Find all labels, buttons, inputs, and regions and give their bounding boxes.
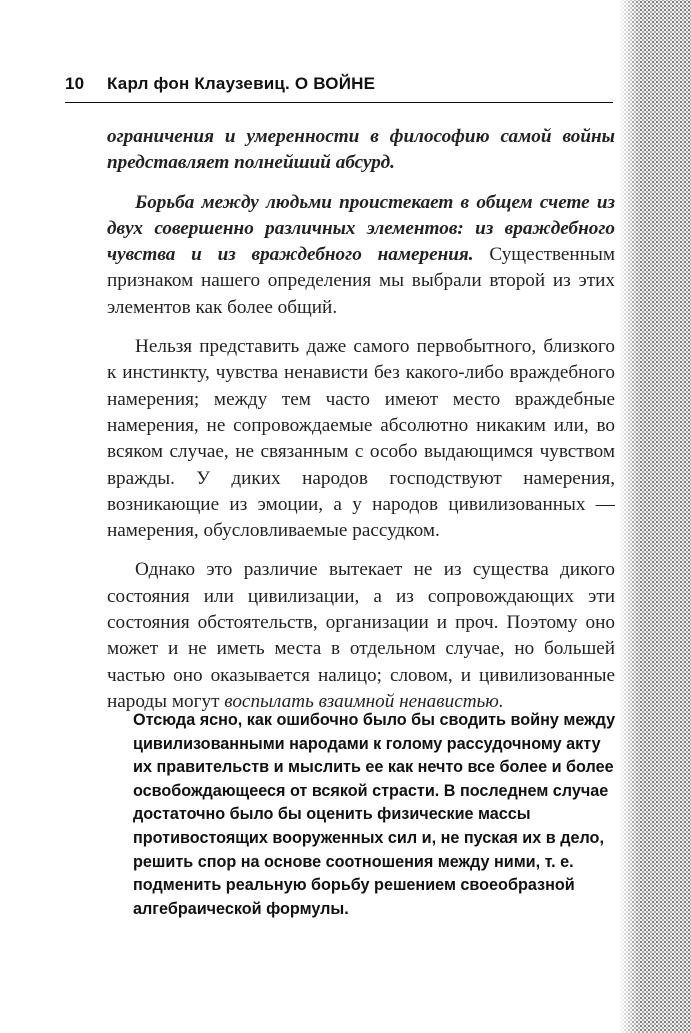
paragraph-2 (107, 190, 615, 321)
running-title: Карл фон Клаузевиц. О ВОЙНЕ (107, 74, 376, 93)
paragraph-2-emphasis: Борьба между людьми проистекает в общем счете из двух совершенно различных элементов: из враждебного чувства и из враждебного намерения. (107, 191, 615, 266)
halftone-edge-fade (619, 0, 641, 1033)
body-text (107, 124, 615, 728)
paragraph-1 (107, 124, 615, 177)
paragraph-4-italic: воспылать взаимной ненавистью. (224, 690, 504, 712)
paragraph-4-text: Однако это различие вытекает не из существа дикого состояния или цивилизации, а из сопровождающих эти состояния обстоятельств, организации и проч. Поэтому оно может и не иметь места в отдельном случае, но большей частью оно оказывается налицо; словом, и цивилизованные народы могут (107, 559, 615, 712)
summary-note: Отсюда ясно, как ошибочно было бы сводить войну между цивилизованными народами к голому рассудочному акту их правительств и мыслить ее как нечто все более и более освобождающееся от всякой страсти. В последнем случае достаточно было бы оценить физические массы противостоящих вооруженных сил и, не пуская их в дело, решить спор на основе соотношения между ними, т. е. подменить реальную борьбу решением своеобразной алгебраической формулы. (133, 711, 616, 918)
running-header (65, 72, 613, 103)
page-number: 10 (65, 74, 85, 93)
paragraph-2-text: Существенным признаком нашего определения мы выбрали второй из этих элементов как более общий. (107, 244, 615, 318)
paragraph-1-text: ограничения и умеренности в философию самой войны представляет полнейший абсурд. (107, 126, 615, 174)
paragraph-4 (107, 557, 615, 715)
paragraph-3-text: Нельзя представить даже самого первобытного, близкого к инстинкту, чувства ненависти без какого-либо враждебного намерения; между тем часто имеют место враждебные намерения, не сопровождаемые абсолютно никаким или, во всяком случае, не связанным с особо выдающимся чувством вражды. У диких народов господствуют намерения, возникающие из эмоции, а у народов цивилизованных — намерения, обусловливаемые рассудком. (107, 336, 615, 542)
paragraph-3 (107, 334, 615, 544)
